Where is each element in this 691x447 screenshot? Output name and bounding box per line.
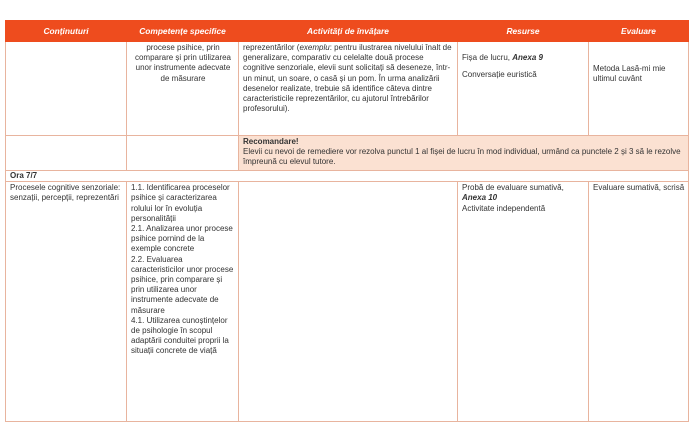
cell-continuturi [6, 42, 127, 136]
evaluare-text: Metoda Lasă-mi mie ultimul cuvânt [593, 64, 666, 84]
recommendation-title: Recomandare! [243, 137, 299, 146]
header-competente: Competențe specifice [127, 21, 239, 42]
cell-evaluare [589, 42, 689, 136]
table-row [6, 171, 689, 182]
resurse-proba: Probă de evaluare sumativă, [462, 183, 564, 193]
cell-continuturi [6, 136, 127, 171]
resurse-conversatie: Conversație euristică [462, 70, 537, 80]
table-row [6, 136, 689, 171]
cell-competente [127, 42, 239, 136]
table-row [6, 182, 689, 422]
resurse-activitate: Activitate independentă [462, 203, 546, 213]
continuturi-text: Procesele cognitive senzoriale: senzații, percepții, reprezentări [10, 183, 121, 203]
activitati-text: reprezentărilor ( [243, 43, 300, 52]
activitati-example: exemplu [299, 43, 330, 52]
resurse-fisa: Fișa de lucru, [462, 53, 513, 62]
cell-resurse [458, 182, 589, 422]
cell-continuturi [6, 182, 127, 422]
competente-list: 1.1. Identificarea proceselor psihice și caracterizarea rolului lor în evoluția personalității 2.1. Analizarea unor procese psihice pornind de la exemple concrete 2.2. Evaluarea caracteristicilor unor procese psihice, prin comparare și prin utilizarea unor instrumente adecvate de măsurare 4.1. Utilizarea cunoștințelor de psihologie în scopul adaptării conduitei proprii la situații concrete de viață [131, 183, 234, 356]
recommendation-text: Elevii cu nevoi de remediere vor rezolva punctul 1 al fișei de lucru în mod individual, urmând ca punctele 2 și 3 să le rezolve împreună cu elevul tutore. [243, 147, 681, 167]
evaluare-text: Evaluare sumativă, scrisă [593, 183, 685, 193]
cell-activitati [239, 182, 458, 422]
activitati-text-rest: : pentru ilustrarea nivelului înalt de generalizare, comparativ cu celelalte două procese cognitive senzoriale, elevii sunt solicitați să deseneze, într-un minut, un soare, o casă și un pom. În urma analizării desenelor realizate, trebuie să identifice câteva dintre caracteristicile reprezentărilor, cu ajutorul întrebărilor profesorului). [243, 43, 452, 114]
resurse-anexa: Anexa 10 [462, 193, 498, 203]
cell-activitati [239, 42, 458, 136]
header-resurse: Resurse [458, 21, 589, 42]
header-activitati: Activități de învățare [239, 21, 458, 42]
cell-resurse [458, 42, 589, 136]
cell-evaluare [589, 182, 689, 422]
competente-text: procese psihice, prin comparare și prin utilizarea unor instrumente adecvate de măsurare [134, 43, 232, 83]
cell-competente [127, 182, 239, 422]
lesson-plan-table [5, 20, 689, 422]
header-continuturi: Conținuturi [6, 21, 127, 42]
cell-competente [127, 136, 239, 171]
header-row [6, 21, 689, 42]
header-evaluare: Evaluare [589, 21, 689, 42]
resurse-anexa: Anexa 9 [512, 53, 543, 62]
session-label: Ora 7/7 [6, 171, 689, 182]
recommendation-cell [239, 136, 689, 171]
table-row [6, 42, 689, 136]
